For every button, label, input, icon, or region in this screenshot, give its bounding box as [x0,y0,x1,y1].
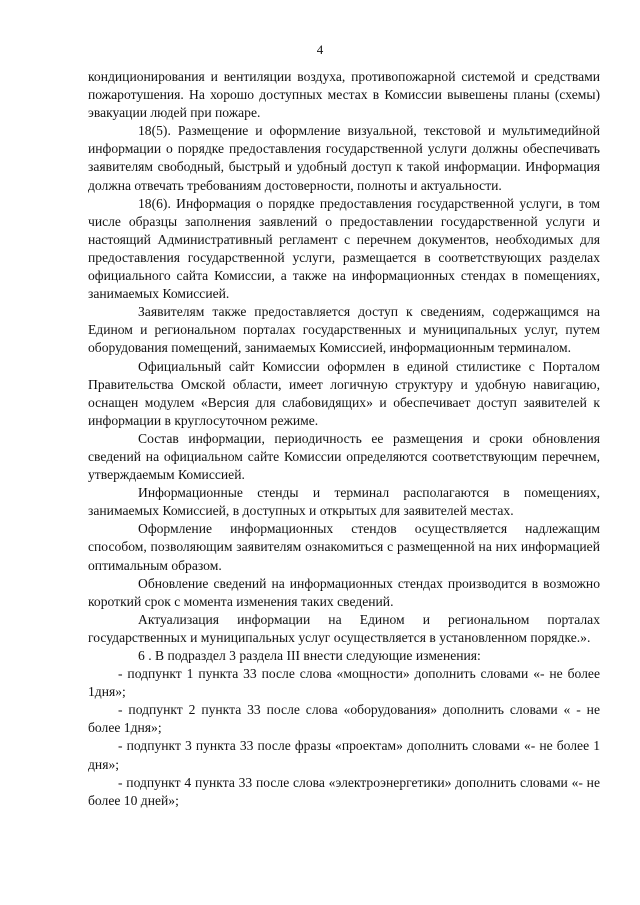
paragraph-official-site: Официальный сайт Комиссии оформлен в единой стилистике с Порталом Правительства Омской области, имеет логичную структуру и удобную навигацию, оснащен модулем «Версия для слабовидящих» и обеспечивает доступ заявителей к информации в круглосуточном режиме. [88,358,600,428]
paragraph-portal-access: Заявителям также предоставляется доступ к сведениям, содержащимся на Едином и региональном порталах государственных и муниципальных услуг, путем оборудования помещений, занимаемых Комиссией, информационным терминалом. [88,304,600,356]
list-item-subpoint-2: - подпункт 2 пункта 33 после слова «оборудования» дополнить словами « - не более 1дня»; [88,702,600,736]
paragraph-stands-location: Информационные стенды и терминал располагаются в помещениях, занимаемых Комиссией, в доступных и открытых для заявителей местах. [88,485,600,519]
paragraph-item-6: 6 . В подраздел 3 раздела III внести следующие изменения: [138,648,481,663]
page-number: 4 [316,42,324,57]
list-item-subpoint-4: - подпункт 4 пункта 33 после слова «электроэнергетики» дополнить словами «- не более 10 дней»; [88,774,600,808]
paragraph-portal-actualization: Актуализация информации на Едином и региональном порталах государственных и муниципальных услуг осуществляется в установленном порядке.». [88,611,600,645]
paragraph-18-5: 18(5). Размещение и оформление визуальной, текстовой и мультимедийной информации о порядке предоставления государственной услуги должны обеспечивать заявителям свободный, быстрый и удобный доступ к такой информации. Информация должна отвечать требованиям достоверности, полноты и актуальности. [88,123,600,193]
paragraph-ventilation-continuation: кондиционирования и вентиляции воздуха, противопожарной системой и средствами пожаротушения. На хорошо доступных местах в Комиссии вывешены планы (схемы) эвакуации людей при пожаре. [88,69,600,121]
paragraph-info-composition: Состав информации, периодичность ее размещения и сроки обновления сведений на официальном сайте Комиссии определяются соответствующим перечнем, утверждаемым Комиссией. [88,430,600,483]
document-body [88,68,600,810]
paragraph-stands-design: Оформление информационных стендов осуществляется надлежащим способом, позволяющим заявителям ознакомиться с размещенной на них информацией оптимальным образом. [88,521,600,573]
paragraph-stands-update: Обновление сведений на информационных стендах производится в возможно короткий срок с момента изменения таких сведений. [88,575,600,609]
paragraph-18-6: 18(6). Информация о порядке предоставления государственной услуги, в том числе образцы заполнения заявлений о предоставлении государственной услуги и настоящий Административный регламент с перечнем документов, необходимых для предоставления государственной услуги, размещается в соответствующих разделах официального сайта Комиссии, а также на информационных стендах в помещениях, занимаемых Комиссией. [88,195,600,302]
list-item-subpoint-3: - подпункт 3 пункта 33 после фразы «проектам» дополнить словами «- не более 1 дня»; [88,738,600,772]
list-item-subpoint-1: - подпункт 1 пункта 33 после слова «мощности» дополнить словами «- не более 1дня»; [88,666,600,700]
